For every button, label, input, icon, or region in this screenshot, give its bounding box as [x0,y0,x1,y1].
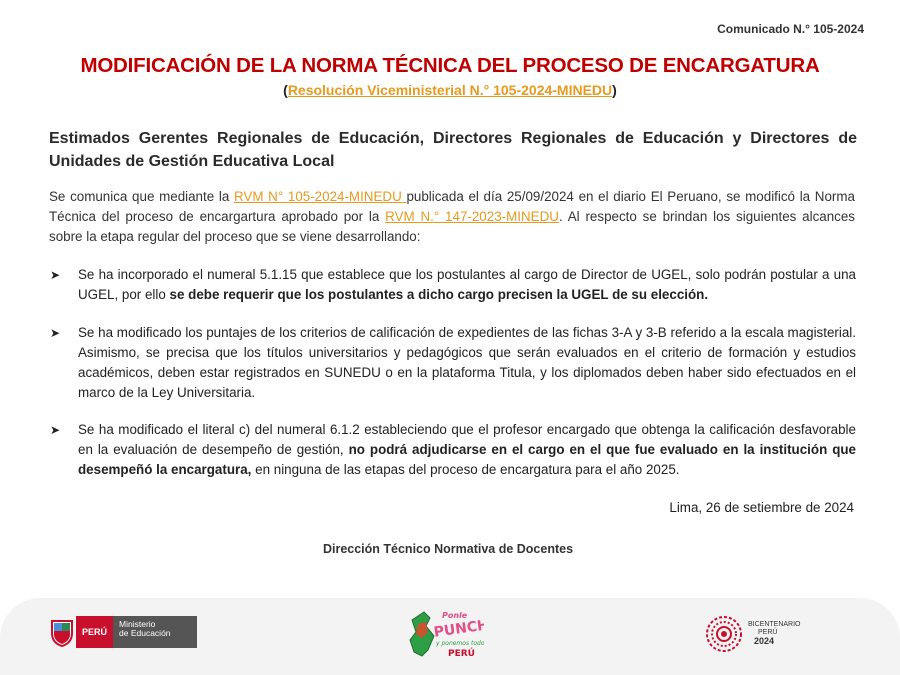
bullet-3-bold: no podrá adjudicarse en el cargo en el que fue evaluado en la institución que desempeñó la encargatura, [78,442,856,477]
bullet-text [78,420,856,480]
intro-text-3: . Al respecto se brindan los siguientes alcances sobre la etapa regular del proceso que se viene desarrollando: [49,209,856,244]
bullet-3-text: Se ha modificado el literal c) del numeral 6.1.2 estableciendo que el profesor encargado que obtenga la calificación desfavorable en la evaluación de desempeño de gestión, [78,422,856,457]
bicentenario-text [748,621,801,647]
signature: Dirección Técnico Normativa de Docentes [322,542,574,556]
resolution-link[interactable]: Resolución Viceministerial N.° 105-2024-MINEDU [287,82,613,98]
ministry-line-2: de Educación [119,628,171,638]
greeting: Estimados Gerentes Regionales de Educación, Directores Regionales de Educación y Directores de Unidades de Gestión Educativa Local [49,130,857,170]
bullet-text [78,265,856,305]
ministry-line-1: Ministerio [119,619,156,629]
ministry-label [113,616,197,648]
bicent-line-2: PERÚ [758,629,778,636]
bullet-2-text: Se ha modificado los puntajes de los criterios de calificación de expedientes de las fichas 3-A y 3-B referido a la escala magisterial. Asimismo, se precisa que los títulos universitarios y pedagógicos que serán evaluados en el criterio de formación y estudios académicos, deben estar registrados en SUNEDU o en la plataforma Titula, y los diplomados deben haber sido efectuados en el marco de la Ley Universitaria. [78,325,856,400]
rvm-105-link[interactable]: RVM N° 105-2024-MINEDU [233,189,407,204]
arrow-bullet-icon: ➤ [50,326,61,340]
bullet-3-text-end: en ninguna de las etapas del proceso de encargatura para el año 2025. [251,462,680,477]
punche-ponemos: y ponemos todo [436,640,484,647]
minedu-logo [48,616,197,648]
bicentenario-logo [704,614,801,654]
punche-peru: PERÚ [448,649,475,659]
intro-paragraph [49,187,855,247]
subtitle-close: ) [612,82,617,98]
subtitle-open: ( [283,82,288,98]
list-item [50,265,856,305]
bullet-1-text: Se ha incorporado el numeral 5.1.15 que establece que los postulantes al cargo de Director de UGEL, solo podrán postular a una UGEL, por ello [78,267,856,302]
arrow-bullet-icon: ➤ [50,423,61,437]
ponle-punche-logo [404,606,484,667]
bullet-1-bold: se debe requerir que los postulantes a dicho cargo precisen la UGEL de su elección. [169,287,709,302]
bicent-line-3: 2024 [754,636,775,646]
list-item [50,420,856,480]
rvm-147-link[interactable]: RVM N.° 147-2023-MINEDU [385,209,559,224]
punche-word: PUNCHE [432,615,484,641]
peru-label: PERÚ [76,616,113,648]
communique-number: Comunicado N.° 105-2024 [717,22,864,36]
punche-ponle: Ponle [442,611,468,620]
date-line: Lima, 26 de setiembre de 2024 [669,500,854,515]
subtitle [0,82,900,98]
page-title: MODIFICACIÓN DE LA NORMA TÉCNICA DEL PROCESO DE ENCARGATURA [80,54,820,77]
arrow-bullet-icon: ➤ [50,268,61,282]
bicent-line-1: BICENTENARIO [748,621,801,628]
intro-text-2: publicada el día 25/09/2024 en el diario El Peruano, se modificó la Norma Técnica del proceso de encargartura aprobado por la [49,189,855,224]
peru-shield-icon [48,617,76,647]
intro-text-1: Se comunica que mediante la [49,189,234,204]
bicentenario-emblem-icon [704,614,744,654]
list-item [50,323,856,403]
